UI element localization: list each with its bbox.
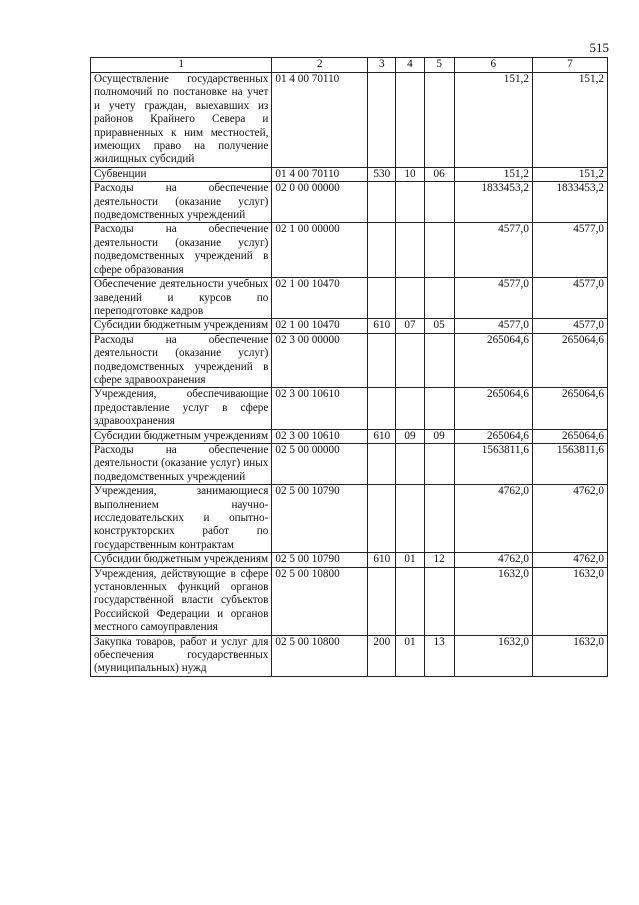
row-code: 01 4 00 70110 [272,167,368,181]
table-row [91,443,608,484]
row-col-5 [424,182,454,223]
row-col-6: 4762,0 [454,485,532,553]
row-code: 02 1 00 10470 [272,319,368,333]
row-code: 02 5 00 00000 [272,443,368,484]
row-col-3: 610 [368,553,396,567]
row-name: Осуществление государственных полномочий по постановке на учет и учету граждан, выехавших из районов Крайнего Севера и приравненных к ним местностей, имеющих право на получение жилищных субсидий [91,73,272,168]
row-col-6: 151,2 [454,73,532,168]
row-col-6: 265064,6 [454,333,532,388]
row-col-5 [424,223,454,278]
row-code: 02 0 00 00000 [272,182,368,223]
table-row [91,319,608,333]
row-col-6: 1632,0 [454,567,532,635]
row-name: Субсидии бюджетным учреждениям [91,553,272,567]
row-col-4 [396,333,424,388]
row-name: Субсидии бюджетным учреждениям [91,429,272,443]
table-row [91,167,608,181]
row-col-3: 200 [368,635,396,676]
row-name: Закупка товаров, работ и услуг для обеспечения государственных (муниципальных) нужд [91,635,272,676]
table-row [91,567,608,635]
row-col-4: 09 [396,429,424,443]
row-col-5: 05 [424,319,454,333]
row-name: Обеспечение деятельности учебных заведений и курсов по переподготовке кадров [91,278,272,319]
row-col-7: 4577,0 [532,319,607,333]
row-col-3 [368,485,396,553]
row-col-5 [424,333,454,388]
row-col-4 [396,567,424,635]
row-col-6: 4762,0 [454,553,532,567]
row-name: Учреждения, обеспечивающие предоставление услуг в сфере здравоохранения [91,388,272,429]
row-col-3 [368,443,396,484]
table-row [91,73,608,168]
table-row [91,635,608,676]
row-col-5 [424,443,454,484]
row-col-3: 610 [368,429,396,443]
header-col-1: 1 [91,58,272,73]
row-col-3 [368,73,396,168]
row-name: Субсидии бюджетным учреждениям [91,319,272,333]
table-row [91,485,608,553]
row-code: 02 5 00 10800 [272,567,368,635]
row-col-6: 4577,0 [454,223,532,278]
row-col-5 [424,278,454,319]
row-col-7: 1833453,2 [532,182,607,223]
header-col-2: 2 [272,58,368,73]
row-col-6: 1833453,2 [454,182,532,223]
table-row [91,333,608,388]
row-col-4 [396,485,424,553]
row-code: 02 3 00 10610 [272,388,368,429]
row-col-5: 13 [424,635,454,676]
row-col-7: 4762,0 [532,553,607,567]
row-col-5 [424,73,454,168]
row-code: 02 5 00 10790 [272,485,368,553]
row-col-3 [368,278,396,319]
row-col-7: 4577,0 [532,278,607,319]
row-col-3: 530 [368,167,396,181]
row-col-5: 09 [424,429,454,443]
table-row [91,553,608,567]
table-row [91,182,608,223]
row-col-3 [368,567,396,635]
row-col-6: 4577,0 [454,319,532,333]
row-code: 02 5 00 10790 [272,553,368,567]
header-col-4: 4 [396,58,424,73]
row-col-4: 01 [396,553,424,567]
row-col-6: 151,2 [454,167,532,181]
row-col-6: 4577,0 [454,278,532,319]
row-col-6: 1632,0 [454,635,532,676]
table-row [91,278,608,319]
row-col-7: 151,2 [532,167,607,181]
table-row [91,223,608,278]
row-col-4 [396,443,424,484]
header-col-5: 5 [424,58,454,73]
row-col-4 [396,182,424,223]
row-col-4: 07 [396,319,424,333]
row-col-3 [368,182,396,223]
page-number: 515 [589,40,609,55]
row-code: 02 1 00 00000 [272,223,368,278]
row-name: Учреждения, занимающиеся выполнением научно-исследовательских и опытно-конструкторских работ по государственным контрактам [91,485,272,553]
row-col-5 [424,485,454,553]
row-col-3 [368,388,396,429]
row-col-5 [424,567,454,635]
row-name: Расходы на обеспечение деятельности (оказание услуг) подведомственных учреждений в сфере здравоохранения [91,333,272,388]
header-col-3: 3 [368,58,396,73]
row-col-4 [396,73,424,168]
row-col-4 [396,388,424,429]
row-col-5 [424,388,454,429]
row-col-4: 01 [396,635,424,676]
table-row [91,429,608,443]
row-name: Учреждения, действующие в сфере установленных функций органов государственной власти субъектов Российской Федерации и органов местного самоуправления [91,567,272,635]
row-name: Субвенции [91,167,272,181]
row-col-4 [396,223,424,278]
table-row [91,388,608,429]
row-name: Расходы на обеспечение деятельности (оказание услуг) иных подведомственных учреждений [91,443,272,484]
header-col-7: 7 [532,58,607,73]
row-col-4 [396,278,424,319]
row-name: Расходы на обеспечение деятельности (оказание услуг) подведомственных учреждений [91,182,272,223]
row-col-5: 06 [424,167,454,181]
row-col-6: 265064,6 [454,388,532,429]
header-col-6: 6 [454,58,532,73]
row-col-7: 265064,6 [532,429,607,443]
row-code: 02 5 00 10800 [272,635,368,676]
row-code: 02 3 00 00000 [272,333,368,388]
row-col-4: 10 [396,167,424,181]
row-col-6: 265064,6 [454,429,532,443]
row-col-7: 1632,0 [532,567,607,635]
row-col-7: 4577,0 [532,223,607,278]
row-col-7: 151,2 [532,73,607,168]
header-row [91,58,608,73]
row-col-7: 265064,6 [532,388,607,429]
row-col-6: 1563811,6 [454,443,532,484]
row-code: 02 1 00 10470 [272,278,368,319]
row-code: 01 4 00 70110 [272,73,368,168]
budget-table [90,57,608,677]
row-col-5: 12 [424,553,454,567]
row-name: Расходы на обеспечение деятельности (оказание услуг) подведомственных учреждений в сфере образования [91,223,272,278]
row-col-3 [368,223,396,278]
row-col-7: 1632,0 [532,635,607,676]
row-col-7: 265064,6 [532,333,607,388]
row-col-3 [368,333,396,388]
row-col-3: 610 [368,319,396,333]
row-col-7: 4762,0 [532,485,607,553]
row-code: 02 3 00 10610 [272,429,368,443]
row-col-7: 1563811,6 [532,443,607,484]
